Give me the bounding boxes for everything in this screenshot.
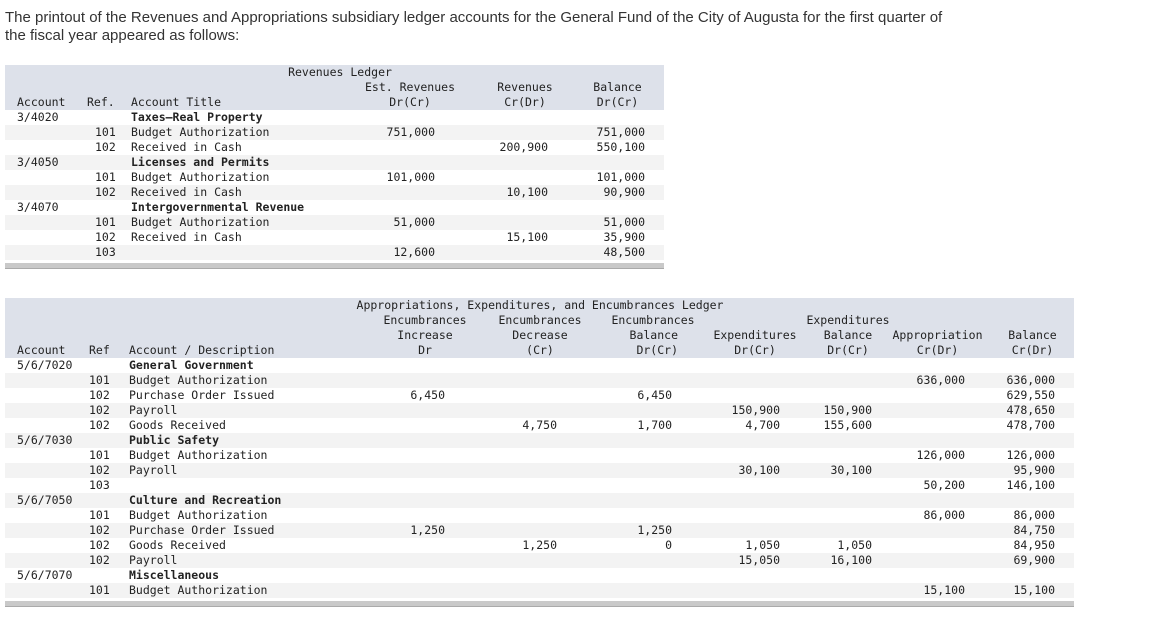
expenditures-cell: 150,900 (731, 403, 780, 417)
balance-cell: 69,900 (1013, 553, 1055, 567)
col-description-header: Account / Description (129, 343, 275, 357)
expenditures-cell: 15,050 (738, 553, 780, 567)
ref-cell: 102 (89, 538, 110, 552)
balance-cell: 86,000 (1013, 508, 1055, 522)
col-balance-label: Balance (593, 80, 642, 94)
col-enc-dec-sub1: Decrease (512, 328, 568, 342)
table-row (5, 140, 664, 155)
col-appropriation-sub: Cr(Dr) (916, 343, 959, 357)
enc-decrease-cell: 4,750 (522, 418, 557, 432)
exp-balance-cell: 150,900 (823, 403, 872, 417)
col-expenditures-label: Expenditures (713, 328, 797, 342)
revenues-ledger-body (5, 110, 664, 260)
description-cell: Budget Authorization (129, 373, 268, 387)
balance-cell: 95,900 (1013, 463, 1055, 477)
title-cell: Budget Authorization (131, 215, 270, 229)
balance-cell: 84,750 (1013, 523, 1055, 537)
ref-cell: 102 (89, 388, 110, 402)
enc-increase-cell: 6,450 (410, 388, 445, 402)
ref-cell: 102 (95, 185, 116, 199)
description-cell: Miscellaneous (129, 568, 220, 582)
table-row (5, 373, 1074, 388)
ref-cell: 102 (89, 418, 110, 432)
ref-cell: 101 (89, 373, 110, 387)
table-row (5, 508, 1074, 523)
description-cell: Purchase Order Issued (129, 523, 275, 537)
table-row (5, 403, 1074, 418)
balance-cell: 629,550 (1006, 388, 1055, 402)
table-row (5, 155, 664, 170)
title-cell: Budget Authorization (131, 125, 270, 139)
table-row (5, 493, 1074, 508)
col-revenues-sub: Cr(Dr) (504, 95, 546, 109)
table-row (5, 388, 1074, 403)
account-cell: 3/4050 (17, 155, 59, 169)
intro-paragraph: The printout of the Revenues and Appropriations subsidiary ledger accounts for the General Fund of the City of Augusta for the first quarter of the fiscal year appeared as follows: (5, 9, 943, 44)
ref-cell: 102 (95, 140, 116, 154)
balance-cell: 550,100 (596, 140, 645, 154)
est-revenues-cell: 101,000 (386, 170, 435, 184)
balance-cell: 15,100 (1013, 583, 1055, 597)
table-row (5, 463, 1074, 478)
col-appropriation-label: Appropriation (892, 328, 983, 342)
col-ref-header: Ref (89, 343, 110, 357)
appropriation-cell: 86,000 (923, 508, 965, 522)
expenditures-cell: 4,700 (745, 418, 780, 432)
description-cell: Budget Authorization (129, 448, 268, 462)
col-enc-dec-sub2: (Cr) (526, 343, 554, 357)
account-cell: 5/6/7020 (17, 358, 73, 372)
table-row (5, 553, 1074, 568)
exp-balance-cell: 1,050 (837, 538, 872, 552)
enc-balance-cell: 1,250 (637, 523, 672, 537)
ref-cell: 101 (89, 508, 110, 522)
col-enc-bal-label: Encumbrances (611, 313, 695, 327)
col-enc-inc-label: Encumbrances (383, 313, 467, 327)
col-enc-bal-sub1: Balance (629, 328, 678, 342)
revenues-cell: 200,900 (499, 140, 548, 154)
ref-cell: 102 (89, 403, 110, 417)
description-cell: Goods Received (129, 538, 226, 552)
col-expenditures-sub: Dr(Cr) (734, 343, 776, 357)
enc-increase-cell: 1,250 (410, 523, 445, 537)
exp-balance-cell: 30,100 (830, 463, 872, 477)
expenditures-cell: 30,100 (738, 463, 780, 477)
table-row (5, 200, 664, 215)
table-row (5, 448, 1074, 463)
table-row (5, 358, 1074, 373)
balance-cell: 146,100 (1006, 478, 1055, 492)
table-row (5, 125, 664, 140)
description-cell: Purchase Order Issued (129, 388, 275, 402)
ref-cell: 101 (95, 215, 116, 229)
balance-cell: 48,500 (603, 245, 645, 259)
col-est-revenues-label: Est. Revenues (364, 80, 455, 94)
col-exp-bal-sub1: Balance (823, 328, 873, 342)
description-cell: Public Safety (129, 433, 220, 447)
account-cell: 5/6/7070 (17, 568, 73, 582)
title-cell: Received in Cash (131, 140, 242, 154)
table-row (5, 230, 664, 245)
table-row (5, 185, 664, 200)
ref-cell: 101 (95, 170, 116, 184)
table-row (5, 478, 1074, 493)
col-enc-dec-label: Encumbrances (498, 313, 582, 327)
account-cell: 5/6/7030 (17, 433, 73, 447)
balance-cell: 90,900 (603, 185, 645, 199)
table-row (5, 245, 664, 260)
description-cell: Culture and Recreation (129, 493, 282, 507)
title-cell: Taxes—Real Property (131, 110, 263, 124)
appropriation-cell: 50,200 (923, 478, 965, 492)
appropriation-cell: 126,000 (916, 448, 965, 462)
col-balance-sub: Dr(Cr) (596, 95, 639, 109)
table-row (5, 568, 1074, 583)
ref-cell: 102 (89, 553, 110, 567)
description-cell: Payroll (129, 553, 178, 567)
revenues-ledger-header (5, 65, 664, 110)
appropriation-cell: 15,100 (923, 583, 965, 597)
table-row (5, 418, 1074, 433)
description-cell: Budget Authorization (129, 583, 268, 597)
title-cell: Budget Authorization (131, 170, 270, 184)
col-balance-label: Balance (1008, 328, 1057, 342)
balance-cell: 51,000 (603, 215, 645, 229)
est-revenues-cell: 51,000 (393, 215, 435, 229)
ref-cell: 102 (95, 230, 116, 244)
revenues-cell: 15,100 (506, 230, 548, 244)
col-enc-inc-sub2: Dr (418, 343, 432, 357)
table-row (5, 523, 1074, 538)
description-cell: Payroll (129, 403, 178, 417)
table-row (5, 170, 664, 185)
ref-cell: 101 (89, 583, 110, 597)
revenues-cell: 10,100 (506, 185, 548, 199)
table-row (5, 215, 664, 230)
expenditures-cell: 1,050 (745, 538, 780, 552)
account-cell: 5/6/7050 (17, 493, 73, 507)
ref-cell: 103 (95, 245, 116, 259)
col-enc-bal-sub2: Dr(Cr) (636, 343, 678, 357)
description-cell: Budget Authorization (129, 508, 268, 522)
balance-cell: 478,700 (1006, 418, 1055, 432)
col-account-header: Account (17, 95, 66, 109)
table-row (5, 538, 1074, 553)
col-revenues-label: Revenues (497, 80, 553, 94)
col-balance-sub: Cr(Dr) (1011, 343, 1054, 357)
account-cell: 3/4020 (17, 110, 59, 124)
balance-cell: 751,000 (596, 125, 645, 139)
enc-balance-cell: 6,450 (637, 388, 672, 402)
enc-balance-cell: 0 (665, 538, 672, 552)
enc-balance-cell: 1,700 (637, 418, 672, 432)
table-row (5, 583, 1074, 598)
col-exp-bal-sub2: Dr(Cr) (827, 343, 869, 357)
balance-cell: 478,650 (1006, 403, 1055, 417)
enc-decrease-cell: 1,250 (522, 538, 557, 552)
description-cell: General Government (129, 358, 254, 372)
appropriations-ledger-body (5, 358, 1074, 598)
exp-balance-cell: 155,600 (823, 418, 872, 432)
appropriations-ledger (5, 298, 1074, 607)
col-ref-header: Ref. (87, 95, 115, 109)
est-revenues-cell: 12,600 (393, 245, 435, 259)
appropriations-ledger-scrollbar[interactable] (5, 601, 1074, 607)
appropriations-ledger-header (5, 298, 1074, 358)
ref-cell: 103 (89, 478, 110, 492)
col-exp-bal-label: Expenditures (806, 313, 890, 327)
account-cell: 3/4070 (17, 200, 59, 214)
title-cell: Received in Cash (131, 230, 242, 244)
revenues-ledger-scrollbar[interactable] (5, 263, 664, 269)
appropriation-cell: 636,000 (916, 373, 965, 387)
revenues-ledger-title: Revenues Ledger (288, 65, 392, 79)
col-est-revenues-sub: Dr(Cr) (389, 95, 431, 109)
description-cell: Payroll (129, 463, 178, 477)
appropriations-ledger-title: Appropriations, Expenditures, and Encumbrances Ledger (356, 298, 724, 312)
balance-cell: 636,000 (1006, 373, 1055, 387)
ref-cell: 101 (89, 448, 110, 462)
table-row (5, 433, 1074, 448)
col-account-header: Account (17, 343, 66, 357)
balance-cell: 126,000 (1006, 448, 1055, 462)
balance-cell: 101,000 (596, 170, 645, 184)
title-cell: Received in Cash (131, 185, 242, 199)
ref-cell: 102 (89, 463, 110, 477)
table-row (5, 110, 664, 125)
balance-cell: 35,900 (603, 230, 645, 244)
description-cell: Goods Received (129, 418, 226, 432)
balance-cell: 84,950 (1013, 538, 1055, 552)
ref-cell: 101 (95, 125, 116, 139)
revenues-ledger (5, 65, 664, 269)
est-revenues-cell: 751,000 (386, 125, 435, 139)
col-enc-inc-sub1: Increase (397, 328, 453, 342)
col-title-header: Account Title (131, 95, 222, 109)
title-cell: Licenses and Permits (131, 155, 270, 169)
exp-balance-cell: 16,100 (830, 553, 872, 567)
ref-cell: 102 (89, 523, 110, 537)
title-cell: Intergovernmental Revenue (131, 200, 305, 214)
